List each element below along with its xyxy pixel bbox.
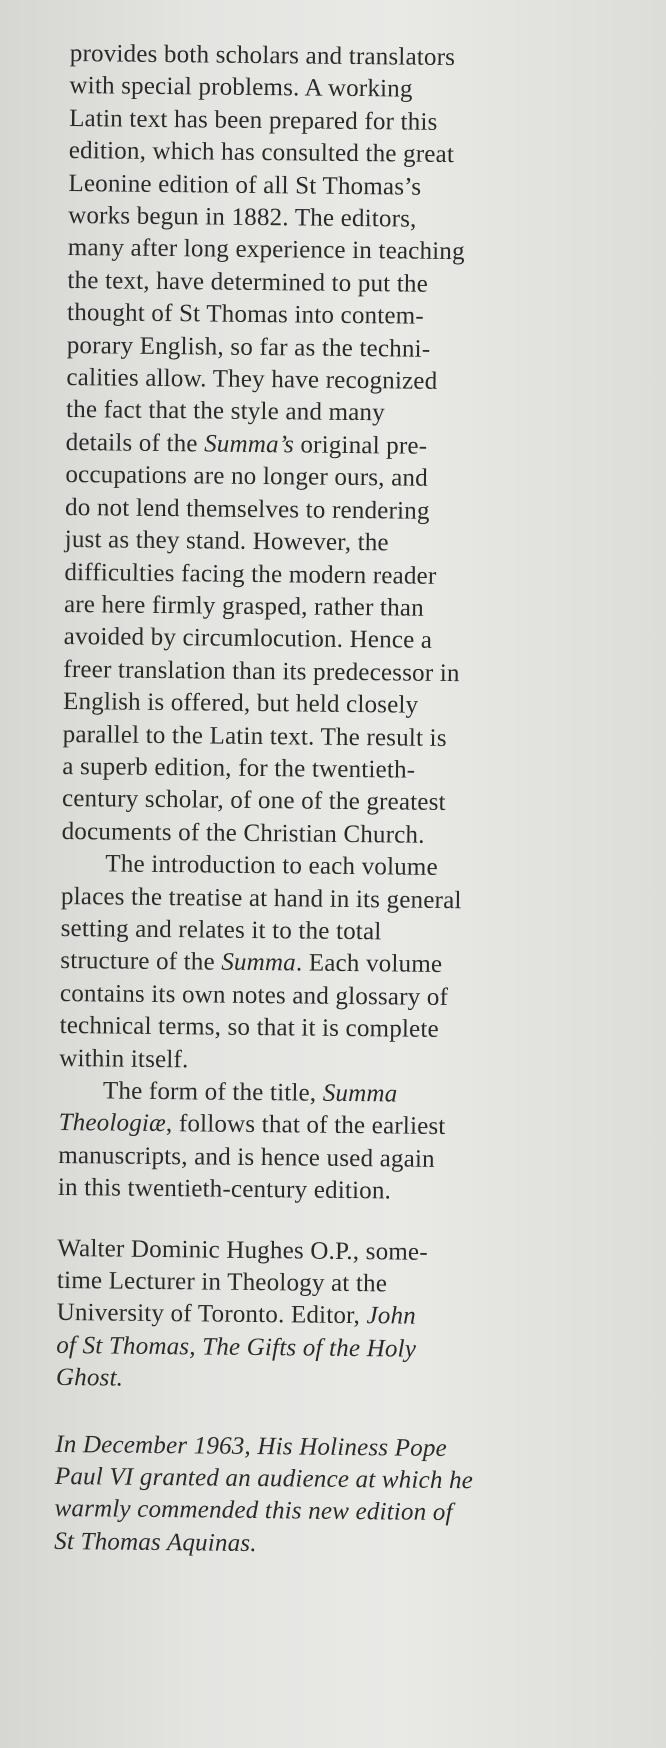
book-title-italic: of St Thomas, The Gifts of the Holy (56, 1331, 417, 1363)
text-line: provides both scholars and translators (69, 39, 456, 72)
text-line: parallel to the Latin text. The result is (62, 720, 447, 752)
text-line: avoided by circumlocution. Hence a (63, 623, 433, 655)
text-line: with special problems. A working (69, 72, 413, 103)
text-fragment: details of the (65, 428, 205, 458)
text-line: time Lecturer in Theology at the (56, 1266, 388, 1298)
theologiae-italic: Theologiæ (58, 1109, 167, 1138)
text-fragment: . Each volume (295, 949, 443, 979)
text-line: do not lend themselves to rendering (64, 493, 430, 525)
summa-italic: Summa (322, 1079, 398, 1108)
text-line (56, 1330, 642, 1369)
text-line: a superb edition, for the twentieth- (62, 752, 416, 784)
text-line: works begun in 1882. The editors, (67, 202, 417, 233)
text-fragment: , follows that of the earliest (165, 1110, 446, 1141)
book-title-italic: John (366, 1302, 417, 1331)
introduction-paragraph (59, 848, 647, 1081)
text-line: places the treatise at hand in its general (60, 882, 462, 914)
text-line: difficulties facing the modern reader (64, 558, 437, 590)
summa-italic: Summa (221, 949, 297, 977)
text-fragment: University of Toronto. Editor, (56, 1299, 367, 1330)
text-line: many after long experience in teaching (67, 234, 465, 266)
book-title-italic: Ghost. (55, 1364, 124, 1392)
text-line: just as they stand. However, the (64, 526, 389, 557)
text-line: St Thomas Aquinas. (54, 1527, 257, 1557)
text-line: setting and relates it to the total (60, 914, 382, 946)
text-fragment: structure of the (60, 947, 222, 977)
editor-credit (56, 1233, 644, 1401)
text-fragment: The form of the title, (102, 1077, 323, 1107)
text-line: in this twentieth-century edition. (57, 1174, 392, 1205)
text-line: freer translation than its predecessor in (63, 655, 460, 687)
text-line: technical terms, so that it is complete (59, 1012, 440, 1044)
text-line: Walter Dominic Hughes O.P., some- (57, 1234, 428, 1266)
text-line: occupations are no longer ours, and (65, 461, 429, 493)
text-line: Paul VI granted an audience at which he (54, 1462, 474, 1495)
text-line: within itself. (59, 1044, 189, 1073)
text-line: the fact that the style and many (65, 396, 386, 427)
text-line: the text, have determined to put the (67, 266, 429, 298)
blurb-text (54, 38, 656, 1564)
text-line: documents of the Christian Church. (61, 817, 425, 849)
text-fragment: original pre- (293, 431, 428, 460)
text-line: are here firmly grasped, rather than (63, 590, 425, 622)
text-line: calities allow. They have recognized (66, 364, 438, 395)
text-line: English is offered, but held closely (62, 688, 419, 719)
text-line: contains its own notes and glossary of (59, 979, 449, 1011)
main-paragraph (62, 38, 656, 854)
papal-note (54, 1429, 641, 1565)
text-line: edition, which has consulted the great (68, 137, 455, 169)
text-line: Leonine edition of all St Thomas’s (68, 169, 422, 201)
text-line: Latin text has been prepared for this (69, 104, 438, 136)
text-line: warmly commended this new edition of (54, 1495, 453, 1527)
text-line: The introduction to each volume (105, 850, 438, 882)
text-line: century scholar, of one of the greatest (61, 785, 446, 817)
text-line: manuscripts, and is hence used again (58, 1141, 435, 1173)
text-line: thought of St Thomas into contem- (66, 299, 425, 330)
summa-italic: Summa’s (204, 430, 295, 459)
title-paragraph (58, 1075, 645, 1211)
text-line: porary English, so far as the techni- (66, 331, 431, 363)
text-line: In December 1963, His Holiness Pope (55, 1430, 448, 1462)
